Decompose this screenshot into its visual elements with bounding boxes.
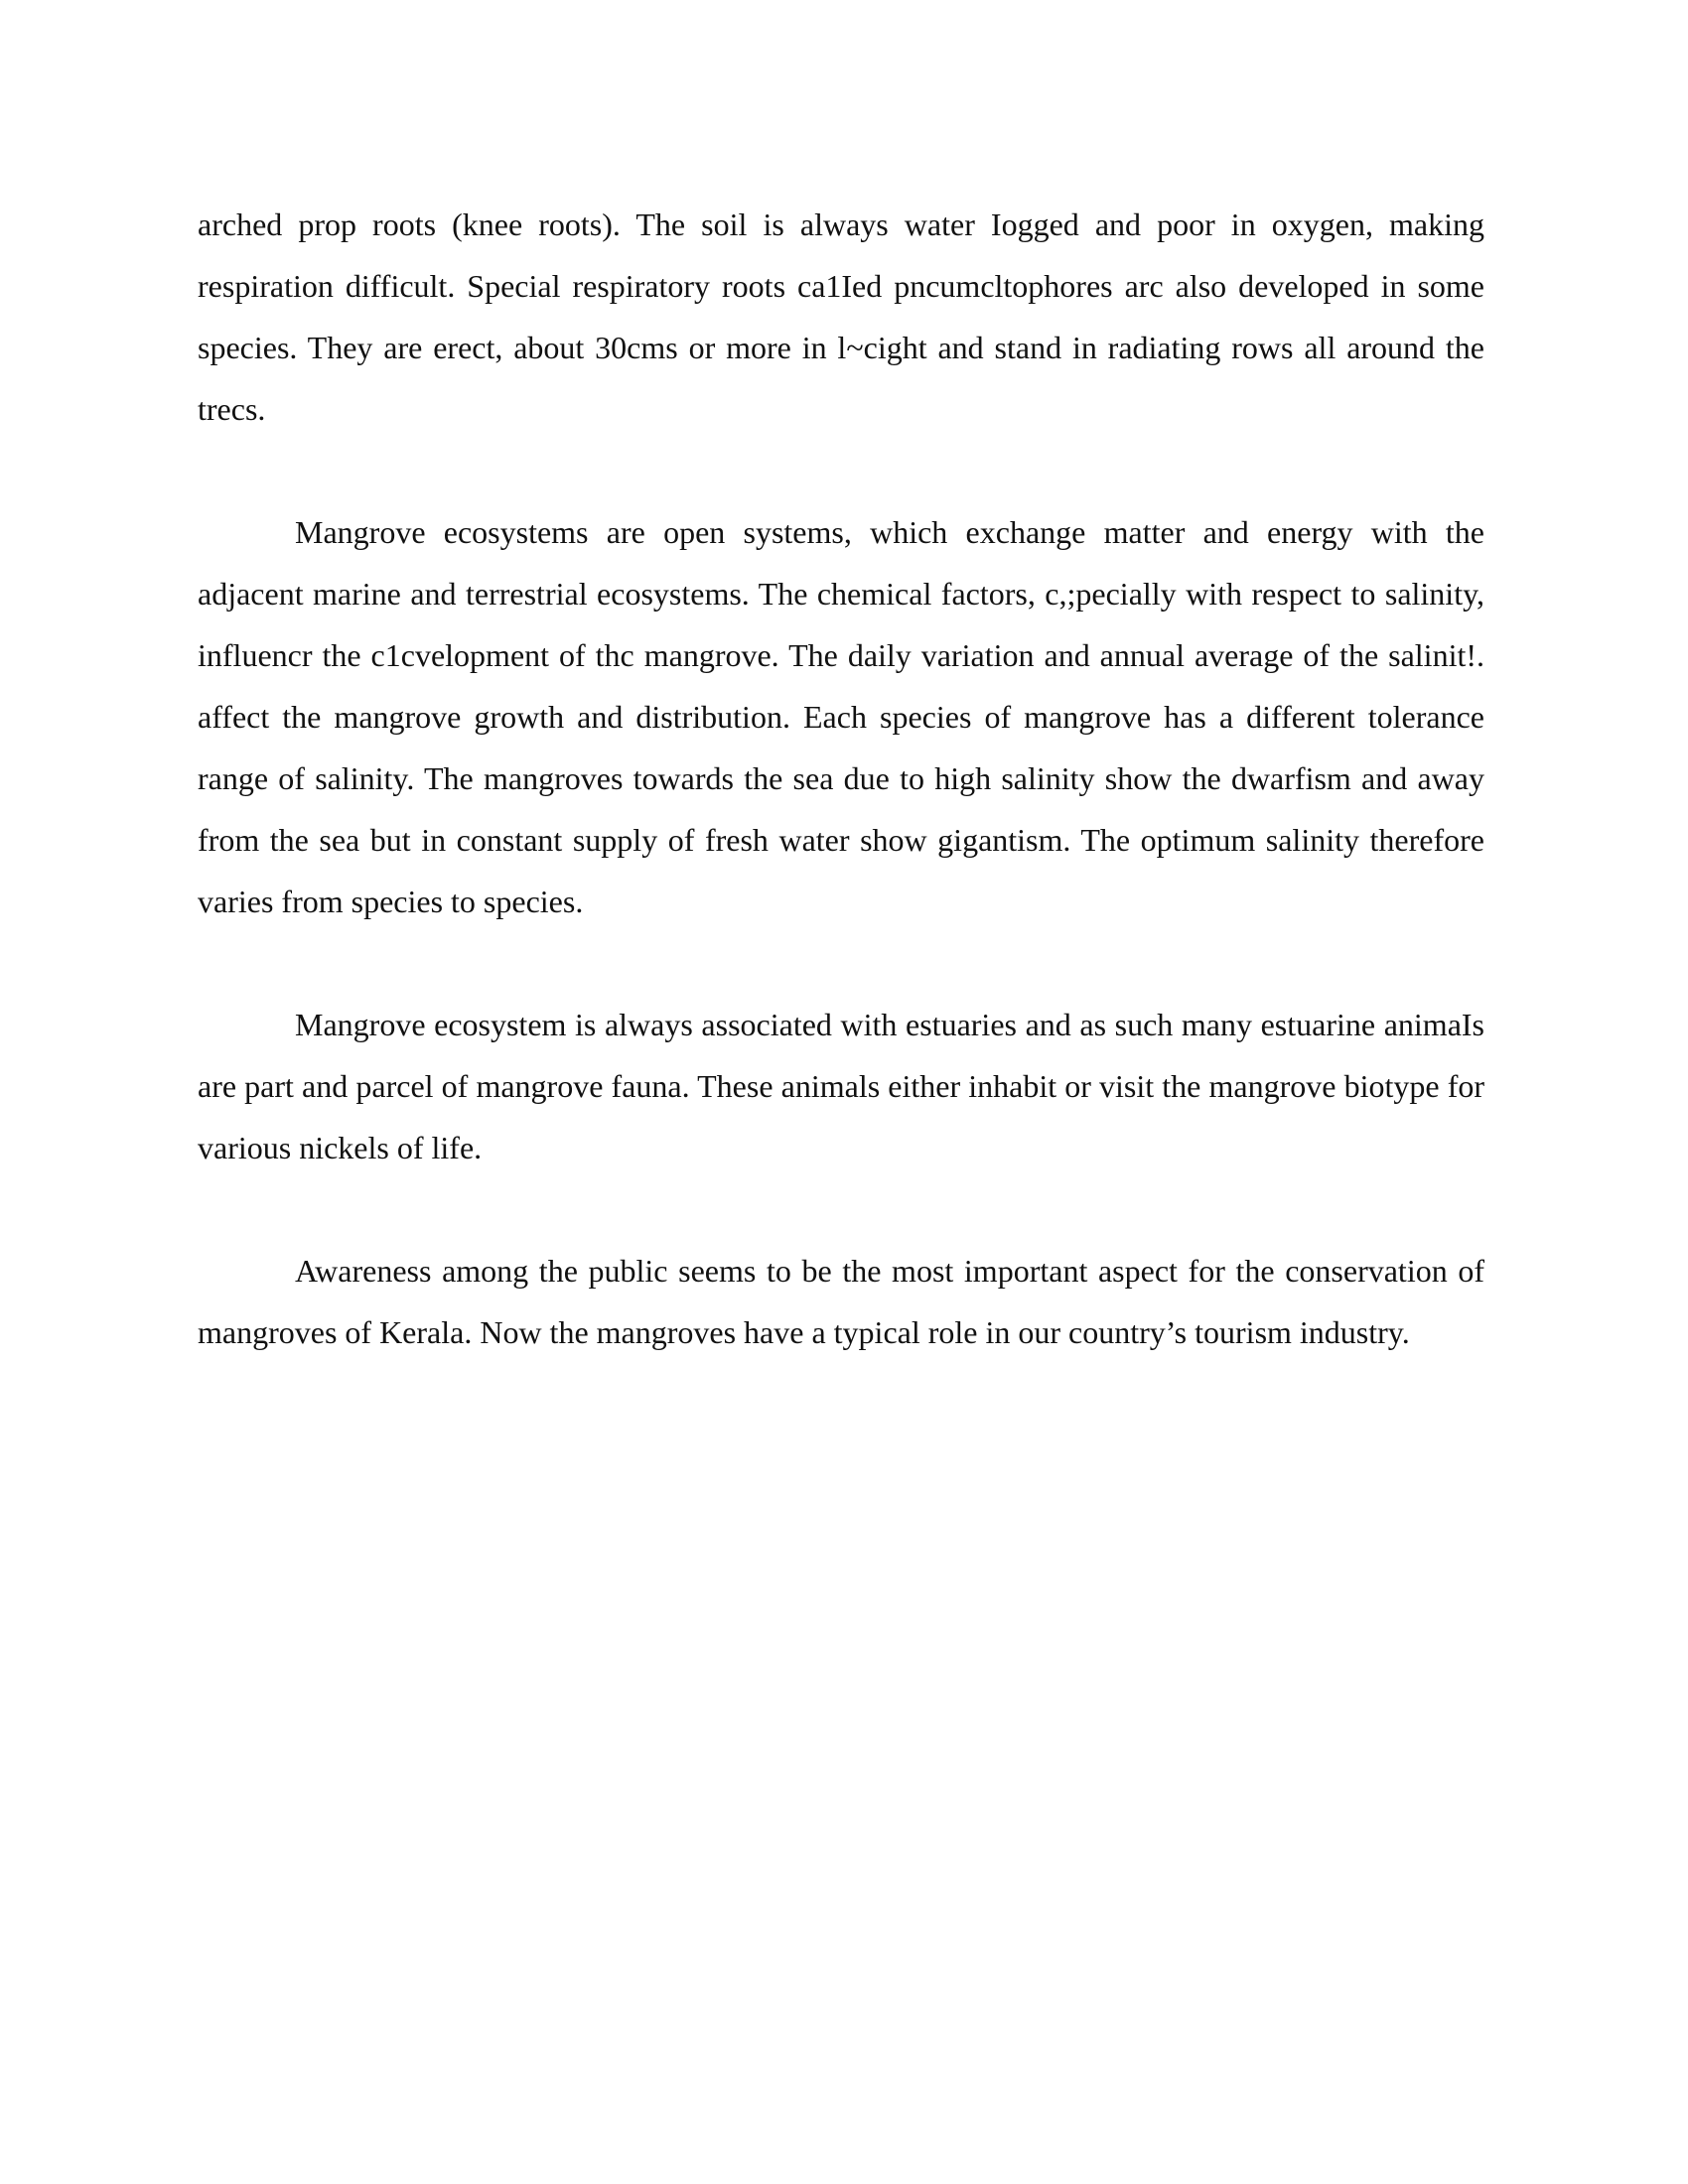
paragraph-awareness: Awareness among the public seems to be the most important aspect for the conservation of mangroves of Kerala. Now the mangroves have a typical role in our country’s tourism industry. — [198, 1253, 1484, 1350]
body-text — [198, 194, 1484, 1425]
paragraph-open-systems: Mangrove ecosystems are open systems, which exchange matter and energy with the adjacent marine and terrestrial ecosystems. The chemical factors, c,;pecially with respect to salinity, influencr the c1cvelopment of thc mangrove. The daily variation and annual average of the salinit!. affect the mangrove growth and distribution. Each species of mangrove has a different tolerance range of salinity. The mangroves towards the sea due to high salinity show the dwarfism and away from the sea but in constant supply of fresh water show gigantism. The optimum salinity therefore varies from species to species. — [198, 514, 1484, 919]
paragraph-prop-roots: arched prop roots (knee roots). The soil is always water Iogged and poor in oxygen, making respiration difficult. Special respiratory roots ca1Ied pncumcltophores arc also developed in some species. They are erect, about 30cms or more in l~cight and stand in radiating rows all around the trecs. — [198, 206, 1484, 427]
paragraph-estuaries: Mangrove ecosystem is always associated with estuaries and as such many estuarine animaIs are part and parcel of mangrove fauna. These animals either inhabit or visit the mangrove biotype for various nickels of life. — [198, 1007, 1484, 1165]
